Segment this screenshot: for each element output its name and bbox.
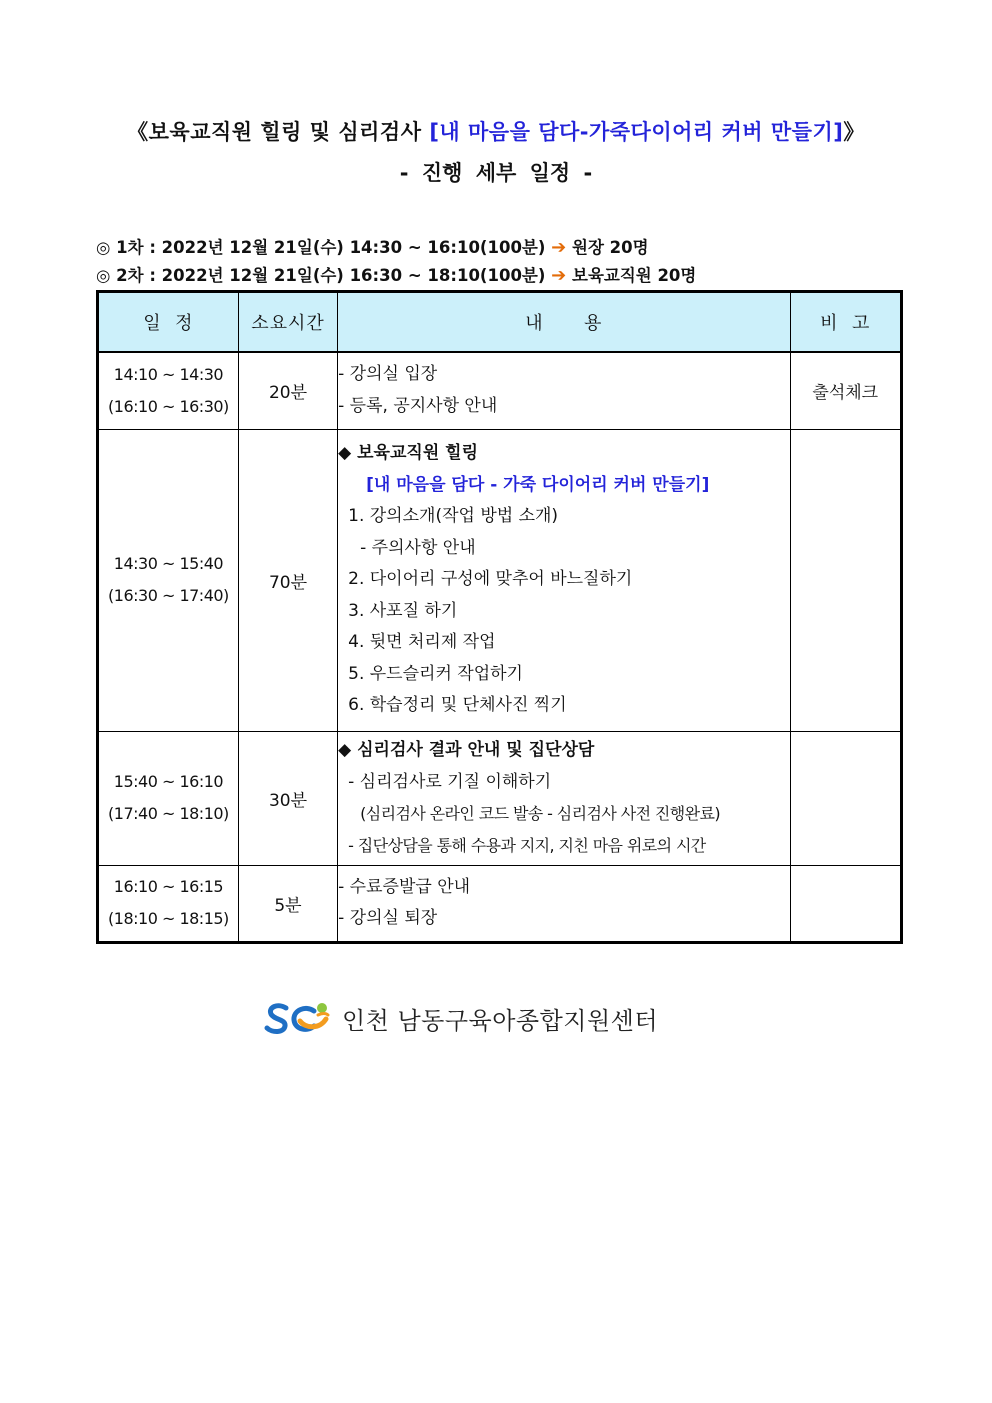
time-alt: (17:40 ~ 18:10) <box>108 804 229 823</box>
time-cell <box>98 731 239 865</box>
note-cell <box>790 731 901 865</box>
content-cell <box>338 731 790 865</box>
content-line: - 심리검사로 기질 이해하기 <box>348 771 552 792</box>
content-line: - 등록, 공지사항 안내 <box>338 395 498 416</box>
time-cell <box>98 865 239 942</box>
content-cell <box>338 865 790 942</box>
session-text: 2차 : 2022년 12월 21일(수) 16:30 ~ 18:10(100분) <box>116 266 546 285</box>
content-line: 1. 강의소개(작업 방법 소개) <box>348 506 559 527</box>
time-main: 14:30 ~ 15:40 <box>113 554 224 573</box>
session-marker: ◎ <box>96 238 111 257</box>
header-duration: 소요시간 <box>238 292 337 353</box>
document-title <box>0 116 992 146</box>
duration-cell: 20분 <box>238 352 337 429</box>
time-main: 14:10 ~ 14:30 <box>113 364 224 384</box>
content-line: 2. 다이어리 구성에 맞추어 바느질하기 <box>348 569 633 590</box>
header-schedule: 일 정 <box>98 292 239 353</box>
session-1-info <box>96 234 649 258</box>
document-subtitle: - 진행 세부 일정 - <box>399 161 593 185</box>
schedule-table <box>96 290 903 944</box>
footer <box>264 998 658 1038</box>
note-cell: 출석체크 <box>790 352 901 429</box>
table-row <box>98 429 902 731</box>
content-heading: ◆ 보육교직원 힐링 <box>338 443 479 464</box>
session-text: 1차 : 2022년 12월 21일(수) 14:30 ~ 16:10(100분) <box>116 238 546 257</box>
time-alt: (18:10 ~ 18:15) <box>108 909 229 928</box>
session-target: 원장 20명 <box>572 238 649 257</box>
org-name: 인천 남동구육아종합지원센터 <box>342 1006 659 1035</box>
session-marker: ◎ <box>96 266 111 285</box>
content-cell <box>338 429 790 731</box>
table-header-row <box>98 292 902 353</box>
note-cell <box>790 865 901 942</box>
arrow-icon: ➔ <box>551 237 567 258</box>
title-highlight: [내 마음을 담다-가죽다이어리 커버 만들기] <box>429 120 844 144</box>
duration-cell: 30분 <box>238 731 337 865</box>
note-cell <box>790 429 901 731</box>
table-row <box>98 731 902 865</box>
content-line: 3. 사포질 하기 <box>348 600 458 621</box>
table-row <box>98 352 902 429</box>
header-content: 내 용 <box>338 292 790 353</box>
time-main: 15:40 ~ 16:10 <box>113 772 224 791</box>
session-2-info <box>96 262 696 286</box>
time-main: 16:10 ~ 16:15 <box>113 877 224 896</box>
content-line: - 강의실 입장 <box>338 364 438 385</box>
content-line: 6. 학습정리 및 단체사진 찍기 <box>348 695 567 716</box>
duration-cell: 70분 <box>238 429 337 731</box>
content-line: - 수료증발급 안내 <box>338 876 471 897</box>
title-suffix: 》 <box>843 120 865 144</box>
content-heading: ◆ 심리검사 결과 안내 및 집단상담 <box>338 740 595 760</box>
sc-logo-icon <box>264 999 332 1037</box>
content-line: (심리검사 온라인 코드 발송 - 심리검사 사전 진행완료) <box>360 804 720 823</box>
time-cell <box>98 352 239 429</box>
header-note: 비 고 <box>790 292 901 353</box>
duration-cell: 5분 <box>238 865 337 942</box>
title-prefix: 《보육교직원 힐링 및 심리검사 <box>127 120 430 144</box>
content-line: - 주의사항 안내 <box>360 537 476 558</box>
table-row <box>98 865 902 942</box>
time-alt: (16:30 ~ 17:40) <box>108 586 229 605</box>
content-line: - 집단상담을 통해 수용과 지지, 지친 마음 위로의 시간 <box>348 835 706 855</box>
content-subheading: [내 마음을 담다 - 가죽 다이어리 커버 만들기] <box>366 474 710 495</box>
session-target: 보육교직원 20명 <box>572 266 697 285</box>
content-line: 4. 뒷면 처리제 작업 <box>348 632 496 653</box>
time-cell <box>98 429 239 731</box>
content-cell <box>338 352 790 429</box>
content-line: - 강의실 퇴장 <box>338 908 438 928</box>
content-line: 5. 우드슬리커 작업하기 <box>348 663 523 684</box>
time-alt: (16:10 ~ 16:30) <box>108 396 229 416</box>
arrow-icon: ➔ <box>551 265 567 286</box>
